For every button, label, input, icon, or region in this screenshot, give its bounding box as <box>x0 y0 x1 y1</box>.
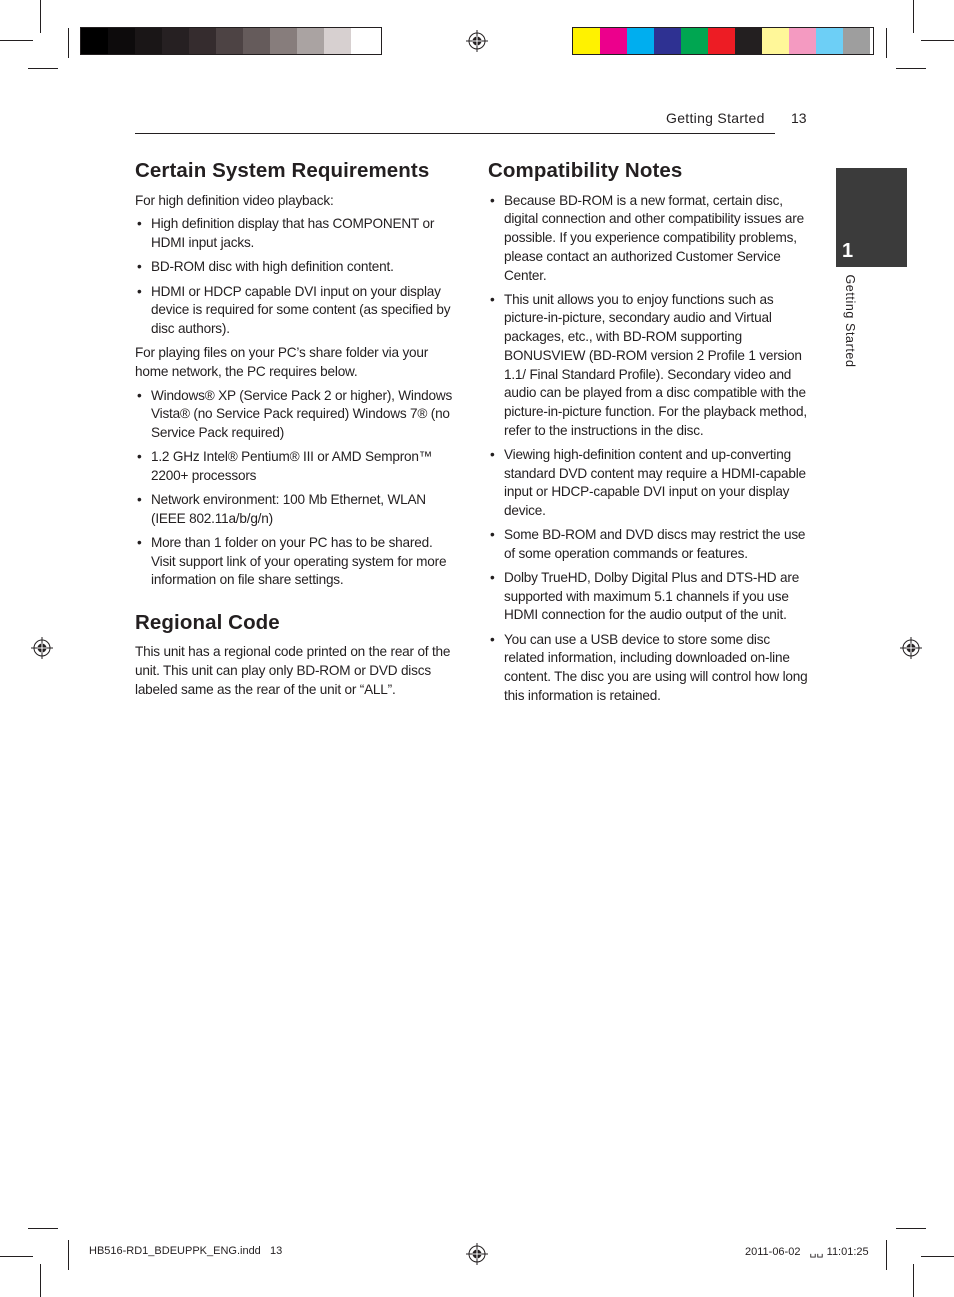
crop-mark <box>40 0 41 33</box>
registration-mark-icon <box>466 30 488 52</box>
heading-regional-code: Regional Code <box>135 610 280 634</box>
list-item: • Windows® XP (Service Pack 2 or higher), Windows Vista® (no Service Pack required) Windows 7® (no Service Pack required) <box>135 387 457 443</box>
crop-mark <box>28 68 58 69</box>
list-item: • High definition display that has COMPONENT or HDMI input jacks. <box>135 215 457 252</box>
heading-compatibility-notes: Compatibility Notes <box>488 159 683 182</box>
list-item: • 1.2 GHz Intel® Pentium® III or AMD Sempron™ 2200+ processors <box>135 448 457 485</box>
color-swatch <box>351 28 378 54</box>
list-item: • BD-ROM disc with high definition content. <box>135 258 457 277</box>
crop-mark <box>896 1228 926 1229</box>
list-item: • This unit allows you to enjoy functions such as picture-in-picture, secondary audio and Virtual packages, etc., with BD-ROM supporting BONUSVIEW (BD-ROM version 2 Profile 1 version 1.1/ Final Standard Profile). Secondary video and audio can be played from a disc compatible with the picture-in-picture function. For the playback method, refer to the instructions in the disc. <box>488 291 810 441</box>
crop-mark <box>68 28 69 58</box>
registration-mark-icon <box>900 637 922 659</box>
color-swatch <box>135 28 162 54</box>
color-swatch <box>81 28 108 54</box>
color-swatch <box>270 28 297 54</box>
intro-hd-playback: For high definition video playback: <box>135 192 334 208</box>
color-swatch <box>189 28 216 54</box>
color-swatch <box>324 28 351 54</box>
page-number: 13 <box>791 110 807 126</box>
color-swatch <box>681 28 708 54</box>
heading-system-requirements: Certain System Requirements <box>135 159 430 182</box>
color-swatch <box>708 28 735 54</box>
list-item: • Because BD-ROM is a new format, certain disc, digital connection and other compatibility issues are possible. If you experience compatibility problems, please contact an authorized Customer Service Center. <box>488 192 810 286</box>
crop-mark <box>896 68 926 69</box>
pc-requirements-list <box>135 387 457 591</box>
chapter-label: Getting Started <box>843 274 857 368</box>
header-rule <box>135 133 775 134</box>
list-item: • Dolby TrueHD, Dolby Digital Plus and DTS-HD are supported with maximum 5.1 channels if you use HDMI connection for the audio output of the unit. <box>488 569 810 625</box>
list-item: • More than 1 folder on your PC has to be shared. Visit support link of your operating system for more information on file share settings. <box>135 534 457 590</box>
crop-mark <box>40 1264 41 1297</box>
crop-mark <box>68 1240 69 1270</box>
registration-mark-icon <box>466 1243 488 1265</box>
color-swatch <box>600 28 627 54</box>
color-swatch <box>627 28 654 54</box>
grayscale-color-bar <box>80 27 382 55</box>
crop-mark <box>0 1256 33 1257</box>
footer-date-info: 2011-06-02 ␣␣ 11:01:25 <box>745 1246 869 1258</box>
registration-mark-icon <box>31 637 53 659</box>
chapter-number: 1 <box>842 240 854 262</box>
left-column <box>135 159 457 704</box>
list-item: • HDMI or HDCP capable DVI input on your display device is required for some content (as specified by disc authors). <box>135 283 457 339</box>
list-item: • You can use a USB device to store some disc related information, including downloaded on-line content. The disc you are using will control how long this information is retained. <box>488 631 810 706</box>
color-swatch <box>573 28 600 54</box>
crop-mark <box>921 40 954 41</box>
running-header-title: Getting Started <box>666 110 765 126</box>
list-item: • Network environment: 100 Mb Ethernet, WLAN (IEEE 802.11a/b/g/n) <box>135 491 457 528</box>
process-color-bar <box>572 27 874 55</box>
color-swatch <box>216 28 243 54</box>
color-swatch <box>816 28 843 54</box>
crop-mark <box>28 1228 58 1229</box>
crop-mark <box>913 0 914 33</box>
compatibility-list <box>488 192 810 706</box>
color-swatch <box>843 28 870 54</box>
crop-mark <box>0 40 33 41</box>
color-swatch <box>243 28 270 54</box>
color-swatch <box>654 28 681 54</box>
hd-requirements-list <box>135 215 457 338</box>
right-column <box>488 159 810 711</box>
intro-pc-share: For playing files on your PC’s share folder via your home network, the PC requires below. <box>135 345 429 379</box>
color-swatch <box>162 28 189 54</box>
list-item: • Viewing high-definition content and up-converting standard DVD content may require a HDMI-capable input or HDCP-capable DVI input on your display device. <box>488 446 810 521</box>
crop-mark <box>913 1264 914 1297</box>
color-swatch <box>108 28 135 54</box>
list-item: • Some BD-ROM and DVD discs may restrict the use of some operation commands or features. <box>488 526 810 563</box>
color-swatch <box>297 28 324 54</box>
crop-mark <box>886 1240 887 1270</box>
regional-code-text: This unit has a regional code printed on the rear of the unit. This unit can play only BD-ROM or DVD discs labeled same as the rear of the unit or “ALL”. <box>135 644 451 697</box>
crop-mark <box>886 28 887 58</box>
crop-mark <box>921 1256 954 1257</box>
footer-file-info: HB516-RD1_BDEUPPK_ENG.indd 13 <box>89 1245 283 1257</box>
color-swatch <box>789 28 816 54</box>
color-swatch <box>762 28 789 54</box>
color-swatch <box>735 28 762 54</box>
